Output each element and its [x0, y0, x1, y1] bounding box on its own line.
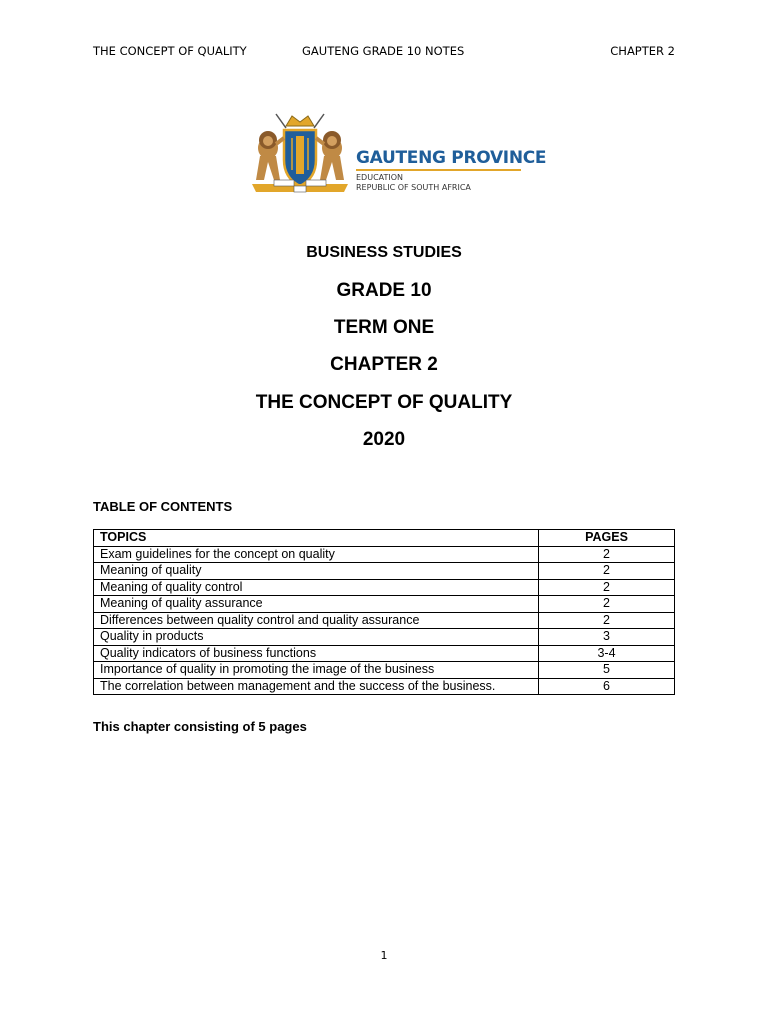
toc-pages: 2: [539, 579, 675, 596]
toc-heading: TABLE OF CONTENTS: [93, 499, 233, 514]
grade-title: GRADE 10: [336, 280, 432, 301]
table-row: [94, 678, 675, 695]
toc-pages: 5: [539, 662, 675, 679]
term-title: TERM ONE: [333, 317, 435, 338]
chapter-note: This chapter consisting of 5 pages: [93, 719, 307, 734]
table-row: [94, 563, 675, 580]
table-row: [94, 662, 675, 679]
coat-of-arms-icon: [246, 108, 354, 200]
topic-title: THE CONCEPT OF QUALITY: [255, 392, 513, 413]
toc-topic: The correlation between management and the success of the business.: [94, 678, 539, 695]
toc-topic: Meaning of quality assurance: [94, 596, 539, 613]
header-center: GAUTENG GRADE 10 NOTES: [302, 44, 465, 58]
logo-title: GAUTENG PROVINCE: [356, 148, 547, 168]
table-row: [94, 645, 675, 662]
logo-text: [356, 148, 546, 193]
table-row: [94, 596, 675, 613]
chapter-title: CHAPTER 2: [330, 354, 438, 375]
toc-header-row: [94, 530, 675, 547]
toc-topic: Differences between quality control and quality assurance: [94, 612, 539, 629]
toc-pages: 2: [539, 546, 675, 563]
toc-col-pages: PAGES: [539, 530, 675, 547]
gauteng-logo: [246, 108, 547, 200]
toc-topic: Meaning of quality control: [94, 579, 539, 596]
toc-pages: 3-4: [539, 645, 675, 662]
subject-title: BUSINESS STUDIES: [306, 244, 462, 261]
table-row: [94, 579, 675, 596]
page-number: 1: [380, 949, 388, 962]
table-row: [94, 629, 675, 646]
toc-pages: 3: [539, 629, 675, 646]
toc-pages: 2: [539, 612, 675, 629]
toc-pages: 2: [539, 563, 675, 580]
logo-underline: [356, 169, 521, 171]
toc-col-topics: TOPICS: [94, 530, 539, 547]
toc-topic: Quality indicators of business functions: [94, 645, 539, 662]
toc-pages: 2: [539, 596, 675, 613]
toc-topic: Quality in products: [94, 629, 539, 646]
toc-topic: Exam guidelines for the concept on quality: [94, 546, 539, 563]
toc-table: [93, 529, 675, 695]
toc-pages: 6: [539, 678, 675, 695]
year-title: 2020: [362, 429, 406, 450]
page-header: [93, 44, 675, 60]
table-row: [94, 546, 675, 563]
logo-department: EDUCATION: [356, 173, 404, 182]
table-row: [94, 612, 675, 629]
header-left: THE CONCEPT OF QUALITY: [93, 44, 247, 58]
toc-topic: Meaning of quality: [94, 563, 539, 580]
header-right: CHAPTER 2: [610, 44, 675, 58]
logo-country: REPUBLIC OF SOUTH AFRICA: [356, 183, 471, 192]
toc-topic: Importance of quality in promoting the image of the business: [94, 662, 539, 679]
